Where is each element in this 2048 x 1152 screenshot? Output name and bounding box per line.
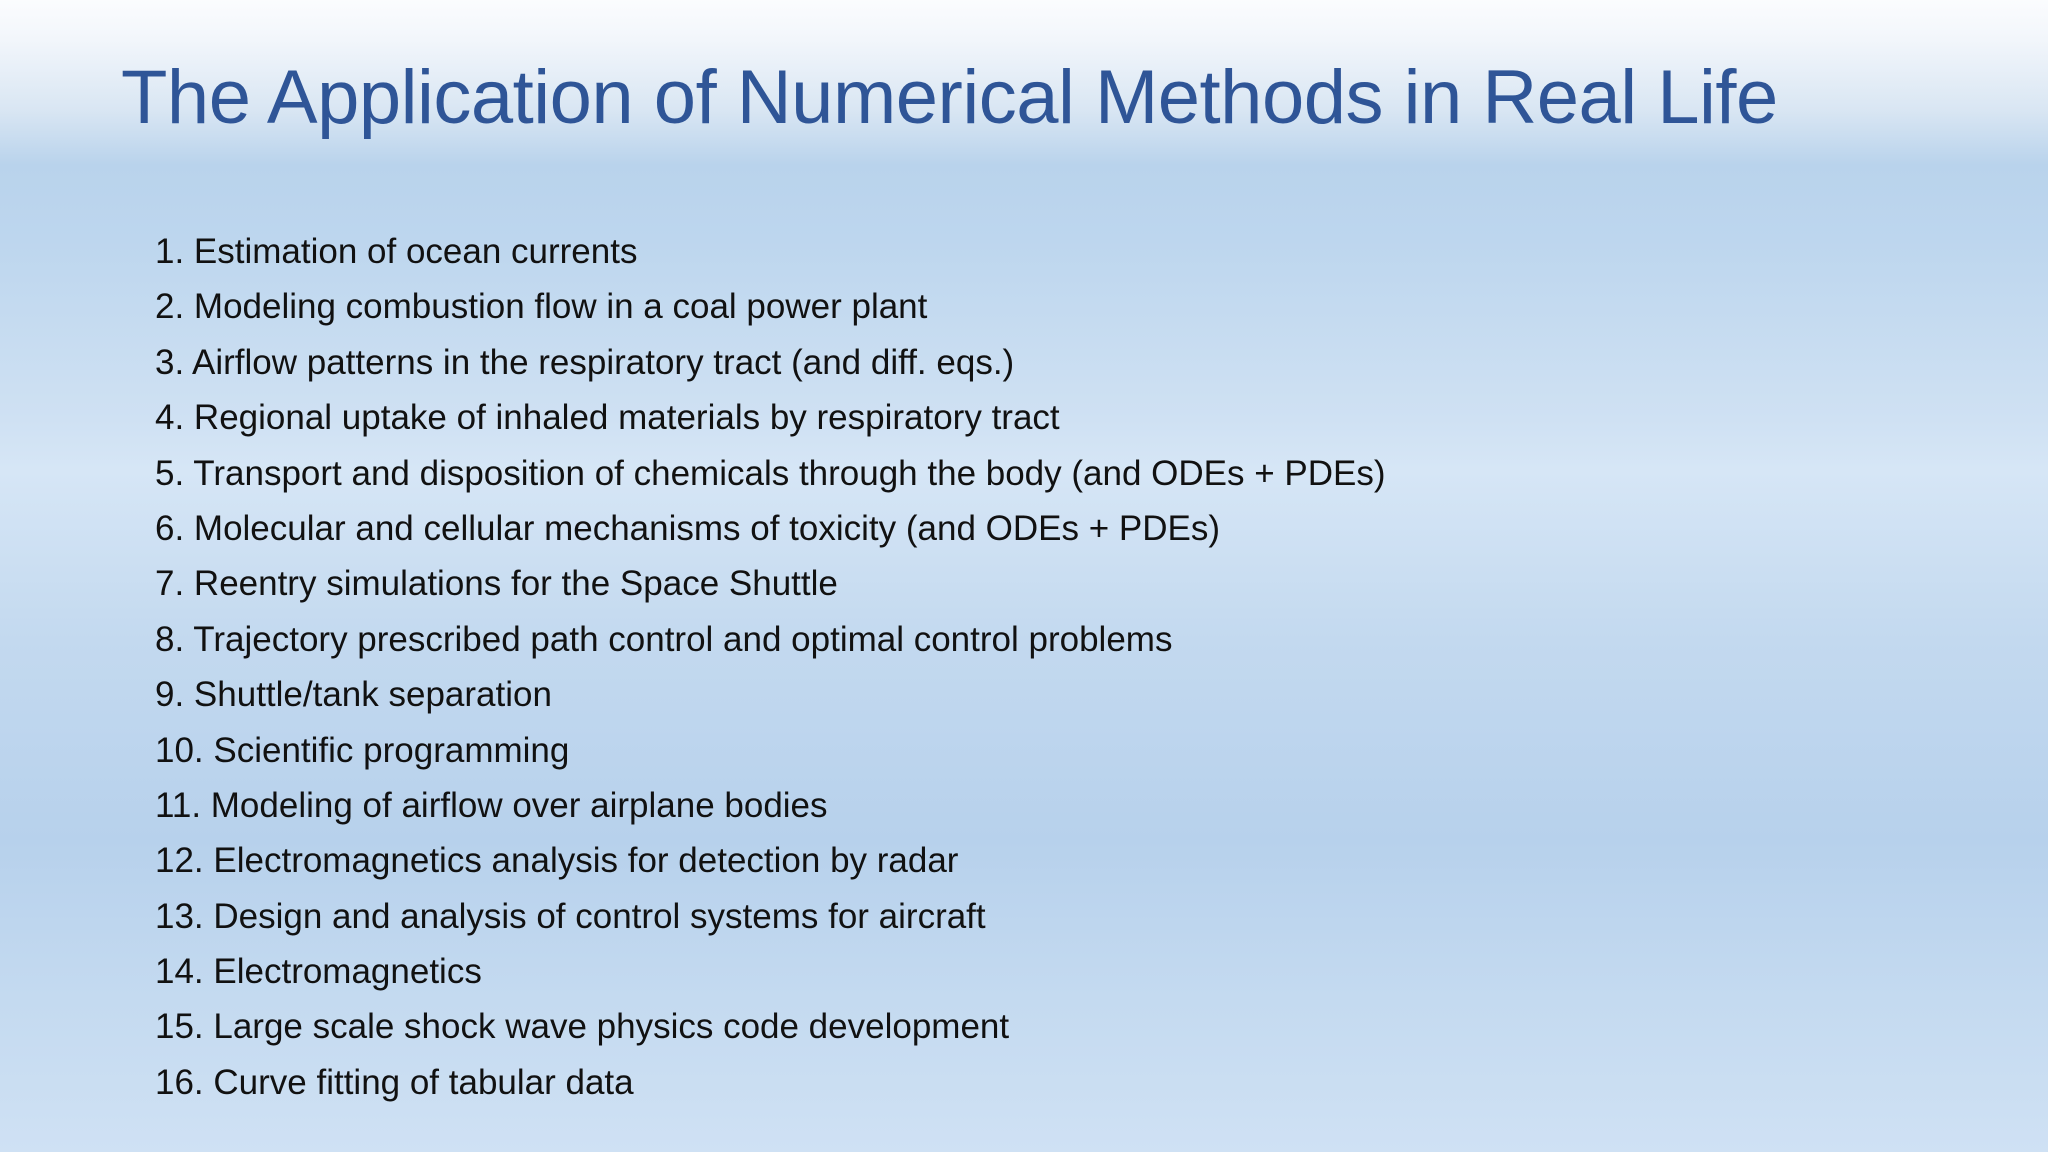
list-item: 12. Electromagnetics analysis for detection by radar (155, 841, 959, 881)
list-item: 8. Trajectory prescribed path control and optimal control problems (155, 619, 1173, 659)
list-item: 13. Design and analysis of control systems for aircraft (155, 896, 986, 936)
list-item: 9. Shuttle/tank separation (155, 675, 552, 715)
slide-title: The Application of Numerical Methods in Real Life (121, 55, 1778, 140)
list-item: 5. Transport and disposition of chemicals through the body (and ODEs + PDEs) (155, 453, 1386, 493)
list-item: 10. Scientific programming (155, 730, 570, 770)
list-item: 2. Modeling combustion flow in a coal power plant (155, 287, 928, 327)
list-item: 16. Curve fitting of tabular data (155, 1062, 634, 1102)
list-item: 14. Electromagnetics (155, 952, 482, 992)
application-list (155, 224, 1386, 1110)
list-item: 1. Estimation of ocean currents (155, 232, 638, 271)
list-item: 11. Modeling of airflow over airplane bodies (155, 785, 828, 825)
list-item: 6. Molecular and cellular mechanisms of toxicity (and ODEs + PDEs) (155, 508, 1220, 548)
list-item: 4. Regional uptake of inhaled materials by respiratory tract (155, 398, 1060, 438)
list-item: 7. Reentry simulations for the Space Shuttle (155, 564, 838, 604)
list-item: 15. Large scale shock wave physics code development (155, 1007, 1010, 1047)
list-item: 3. Airflow patterns in the respiratory tract (and diff. eqs.) (155, 342, 1015, 382)
